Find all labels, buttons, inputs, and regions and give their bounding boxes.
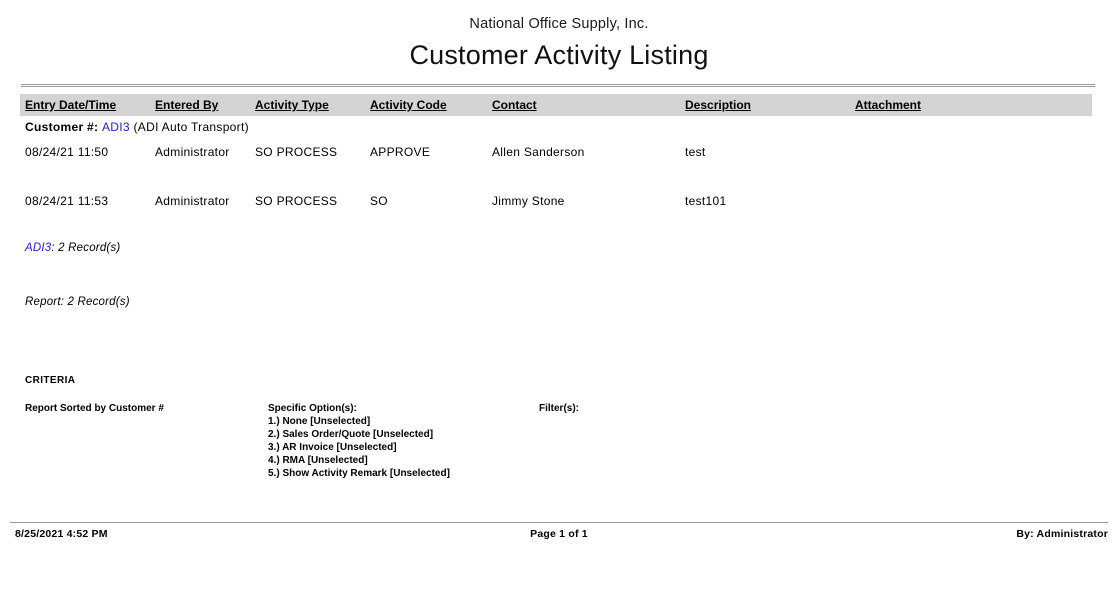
criteria-option: 2.) Sales Order/Quote [Unselected] <box>268 429 434 440</box>
group-code-link[interactable]: ADI3 <box>25 242 52 254</box>
cell-description: test101 <box>685 194 727 208</box>
group-record-count <box>25 242 120 254</box>
customer-name: (ADI Auto Transport) <box>133 120 249 134</box>
criteria-option: 4.) RMA [Unselected] <box>268 455 368 466</box>
criteria-sort-text: Report Sorted by Customer # <box>25 403 164 414</box>
criteria-filters-label: Filter(s): <box>539 403 579 414</box>
criteria-option: 1.) None [Unselected] <box>268 416 371 427</box>
footer-user: By: Administrator <box>1016 528 1108 540</box>
group-count-text: : 2 Record(s) <box>51 242 121 254</box>
footer-divider <box>10 522 1108 523</box>
criteria-options-label: Specific Option(s): <box>268 403 357 414</box>
cell-description: test <box>685 145 706 159</box>
footer-datetime: 8/25/2021 4:52 PM <box>15 528 108 540</box>
report-record-count: Report: 2 Record(s) <box>25 296 130 308</box>
customer-number-label: Customer #: <box>25 120 99 134</box>
customer-group-header <box>20 120 1092 136</box>
column-header-activity-code[interactable]: Activity Code <box>370 98 447 112</box>
criteria-option: 3.) AR Invoice [Unselected] <box>268 442 397 453</box>
title-divider <box>21 84 1095 87</box>
cell-contact: Allen Sanderson <box>492 145 585 159</box>
column-header-attachment[interactable]: Attachment <box>855 98 922 112</box>
cell-entered-by: Administrator <box>155 145 230 159</box>
cell-contact: Jimmy Stone <box>492 194 565 208</box>
table-row <box>20 194 1092 210</box>
criteria-heading: CRITERIA <box>25 375 76 386</box>
criteria-options <box>268 402 450 480</box>
cell-entered-by: Administrator <box>155 194 230 208</box>
cell-entry-datetime: 08/24/21 11:50 <box>25 145 109 159</box>
column-header-row <box>20 94 1092 116</box>
customer-code-link[interactable]: ADI3 <box>101 120 130 134</box>
cell-entry-datetime: 08/24/21 11:53 <box>25 194 109 208</box>
company-name: National Office Supply, Inc. <box>469 16 649 32</box>
customer-group-text <box>25 120 249 134</box>
page-title: Customer Activity Listing <box>409 40 709 70</box>
cell-activity-code: SO <box>370 194 388 208</box>
column-header-description[interactable]: Description <box>685 98 752 112</box>
cell-activity-type: SO PROCESS <box>255 194 338 208</box>
criteria-option: 5.) Show Activity Remark [Unselected] <box>268 468 450 479</box>
cell-activity-code: APPROVE <box>370 145 431 159</box>
table-row <box>20 145 1092 161</box>
column-header-entry-date-time[interactable]: Entry Date/Time <box>25 98 117 112</box>
column-header-contact[interactable]: Contact <box>492 98 537 112</box>
column-header-entered-by[interactable]: Entered By <box>155 98 219 112</box>
cell-activity-type: SO PROCESS <box>255 145 338 159</box>
column-header-activity-type[interactable]: Activity Type <box>255 98 329 112</box>
footer-page-number: Page 1 of 1 <box>530 528 588 540</box>
